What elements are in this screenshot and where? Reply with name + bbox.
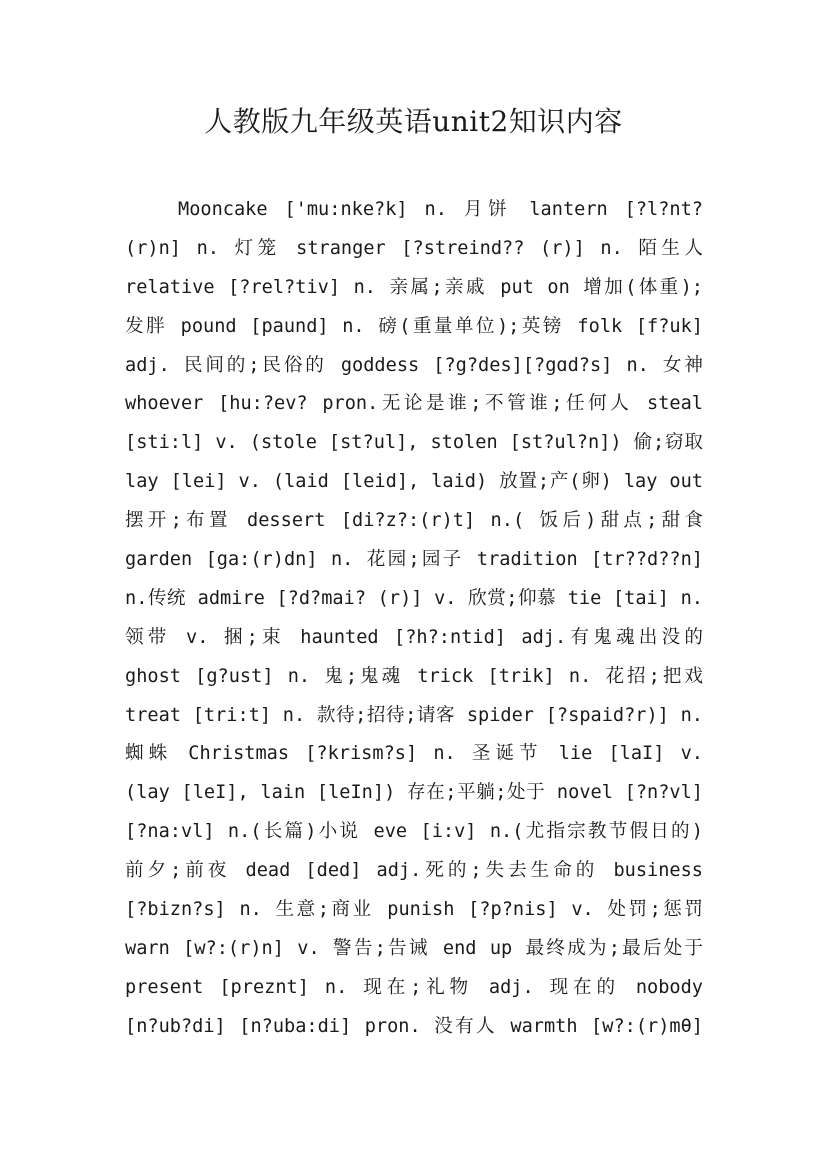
text-line: [?bizn?s] n. 生意;商业 punish [?p?nis] v. 处罚;惩罚 — [125, 899, 703, 921]
text-line: treat [tri:t] n. 款待;招待;请客 spider [?spaid?r)] n. — [125, 704, 703, 726]
text-line: 发胖 pound [paund] n. 磅(重量单位);英镑 folk [f?uk] — [125, 315, 703, 337]
text-line: [n?ub?di] [n?uba:di] pron. 没有人 warmth [w?:(r)mθ] — [125, 1015, 703, 1037]
text-line: n.传统 admire [?d?mai? (r)] v. 欣赏;仰慕 tie [tai] n. — [125, 587, 703, 609]
text-line: [sti:l] v. (stole [st?ul], stolen [st?ul?n]) 偷;窃取 — [125, 432, 703, 454]
text-line: 摆开;布置 dessert [di?z?:(r)t] n.( 饭后)甜点;甜食 — [125, 510, 703, 532]
document-body — [125, 191, 703, 1047]
text-line: garden [ga:(r)dn] n. 花园;园子 tradition [tr??d??n] — [125, 549, 703, 571]
text-line: relative [?rel?tiv] n. 亲属;亲戚 put on 增加(体重); — [125, 276, 703, 298]
text-line: warn [w?:(r)n] v. 警告;告诫 end up 最终成为;最后处于 — [125, 937, 703, 959]
text-line: 前夕;前夜 dead [ded] adj.死的;失去生命的 business — [125, 860, 703, 882]
text-line: (r)n] n. 灯笼 stranger [?streind?? (r)] n. 陌生人 — [125, 237, 703, 259]
text-line: (lay [leI], lain [leIn]) 存在;平躺;处于 novel [?n?vl] — [125, 782, 703, 804]
text-line: present [preznt] n. 现在;礼物 adj. 现在的 nobody — [125, 976, 703, 998]
text-line: [?na:vl] n.(长篇)小说 eve [i:v] n.(尤指宗教节假日的) — [125, 821, 703, 843]
text-line: 领带 v. 捆;束 haunted [?h?:ntid] adj.有鬼魂出没的 — [125, 626, 703, 648]
page-title: 人教版九年级英语unit2知识内容 — [204, 105, 623, 138]
text-line: Mooncake ['mu:nke?k] n. 月饼 lantern [?l?nt? — [178, 199, 703, 220]
text-line: ghost [g?ust] n. 鬼;鬼魂 trick [trik] n. 花招;把戏 — [125, 665, 703, 687]
text-line: whoever [hu:?ev? pron.无论是谁;不管谁;任何人 steal — [125, 393, 703, 415]
text-line: 蜘蛛 Christmas [?krism?s] n. 圣诞节 lie [laI] v. — [125, 743, 703, 765]
text-line: lay [lei] v. (laid [leid], laid) 放置;产(卵) lay out — [125, 471, 703, 493]
text-line: adj. 民间的;民俗的 goddess [?g?des][?gɑd?s] n. 女神 — [125, 354, 703, 376]
